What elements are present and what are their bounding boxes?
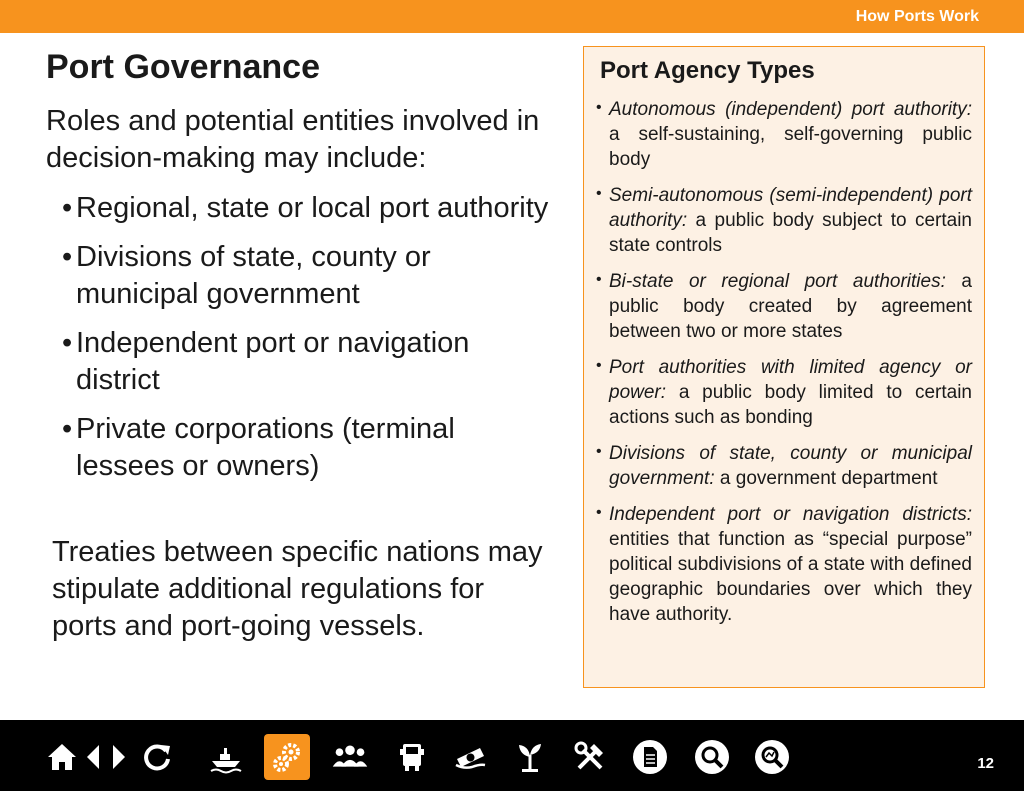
- bullet-icon: •: [596, 185, 602, 202]
- top-banner: [0, 0, 1024, 33]
- money-icon[interactable]: [450, 737, 490, 777]
- plant-icon[interactable]: [510, 737, 550, 777]
- bullet-icon: •: [62, 192, 73, 224]
- bullet-icon: •: [596, 357, 602, 374]
- list-item: [596, 97, 972, 172]
- bullet-icon: •: [596, 271, 602, 288]
- agency-desc: a public body limited to certain actions such as bonding: [609, 382, 972, 428]
- document-icon[interactable]: [630, 737, 670, 777]
- people-icon[interactable]: [327, 737, 373, 777]
- list-item: [596, 269, 972, 344]
- agency-desc: a self-sustaining, self-governing public body: [609, 124, 972, 170]
- home-icon[interactable]: [42, 737, 82, 777]
- list-item: [596, 502, 972, 627]
- list-item: [62, 411, 552, 485]
- bullet-icon: •: [62, 241, 73, 273]
- list-item: [596, 441, 972, 491]
- bullet-icon: •: [596, 99, 602, 116]
- agency-term: Port authorities with limited agency or power:: [609, 357, 972, 403]
- intro-text: Roles and potential entities involved in decision-making may include:: [46, 105, 540, 174]
- bullet-icon: •: [596, 443, 602, 460]
- agency-type-list: [596, 97, 972, 638]
- agency-desc: a public body created by agreement between two or more states: [609, 271, 972, 342]
- page-number: 12: [977, 755, 994, 772]
- entity-list: [62, 190, 552, 497]
- agency-desc: a government department: [714, 468, 938, 489]
- list-item-text: Regional, state or local port authority: [76, 192, 549, 224]
- bullet-icon: •: [62, 413, 73, 445]
- agency-term: Semi-autonomous (semi-independent) port authority:: [609, 185, 972, 231]
- list-item: [596, 355, 972, 430]
- magnifier-icon[interactable]: [692, 737, 732, 777]
- brand-label: How Ports Work: [855, 8, 979, 25]
- agency-term: Autonomous (independent) port authority:: [609, 99, 972, 120]
- boat-icon[interactable]: [206, 737, 246, 777]
- magnifier-chart-icon[interactable]: [752, 737, 792, 777]
- next-arrow-icon[interactable]: [108, 737, 130, 777]
- truck-icon[interactable]: [392, 737, 432, 777]
- list-item-text: Divisions of state, county or municipal government: [76, 241, 431, 310]
- list-item: [596, 183, 972, 258]
- bullet-icon: •: [596, 504, 602, 521]
- refresh-icon[interactable]: [137, 737, 177, 777]
- list-item: [62, 325, 552, 399]
- list-item: [62, 239, 552, 313]
- agency-desc: a public body subject to certain state controls: [609, 210, 972, 256]
- agency-term: Divisions of state, county or municipal government:: [609, 443, 972, 489]
- agency-term: Independent port or navigation districts:: [609, 504, 972, 525]
- tools-icon[interactable]: [570, 737, 610, 777]
- treaty-text: Treaties between specific nations may stipulate additional regulations for ports and port-going vessels.: [52, 536, 543, 642]
- list-item-text: Private corporations (terminal lessees or owners): [76, 413, 455, 482]
- agency-term: Bi-state or regional port authorities:: [609, 271, 946, 292]
- prev-arrow-icon[interactable]: [82, 737, 104, 777]
- bullet-icon: •: [62, 327, 73, 359]
- gears-icon[interactable]: [264, 734, 310, 780]
- page-title: Port Governance: [46, 48, 320, 86]
- agency-types-panel: [583, 46, 985, 688]
- agency-desc: entities that function as “special purpose” political subdivisions of a state with defined geographic boundaries over which they have authority.: [609, 529, 972, 625]
- panel-title: Port Agency Types: [600, 57, 815, 84]
- list-item: [62, 190, 552, 227]
- list-item-text: Independent port or navigation district: [76, 327, 470, 396]
